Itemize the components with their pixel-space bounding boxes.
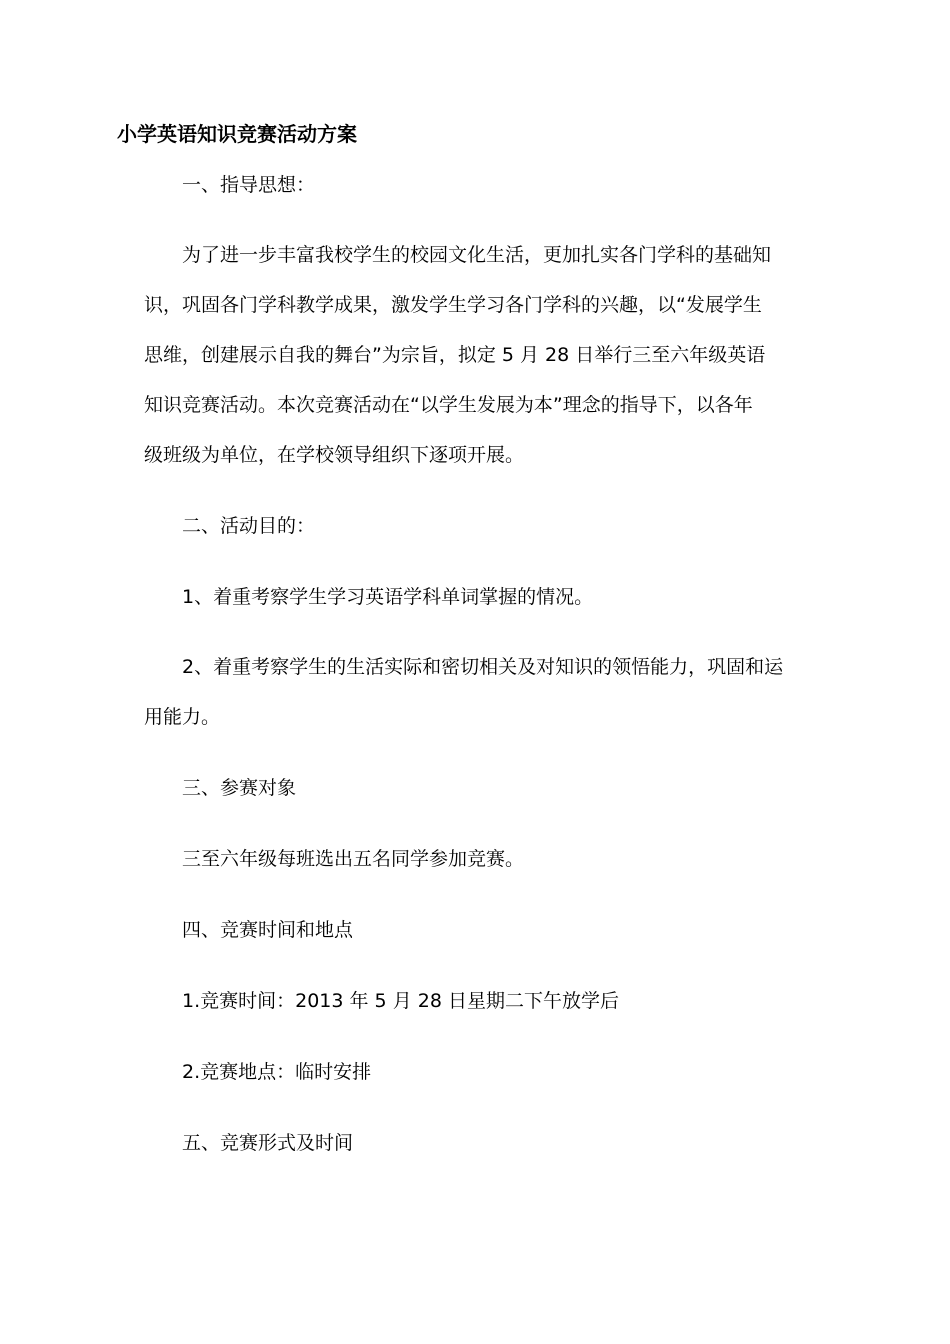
paragraph-line: 知识竞赛活动。本次竞赛活动在“以学生发展为本”理念的指导下，以各年 <box>144 394 753 416</box>
section-heading-participants: 三、参赛对象 <box>182 777 297 799</box>
section-heading-time-place: 四、竞赛时间和地点 <box>182 919 354 941</box>
goal-item-2: 2、着重考察学生的生活实际和密切相关及对知识的领悟能力，巩固和运 <box>182 656 784 678</box>
participants-text: 三至六年级每班选出五名同学参加竞赛。 <box>182 848 525 870</box>
paragraph-line: 级班级为单位，在学校领导组织下逐项开展。 <box>144 444 525 466</box>
paragraph-line: 思维，创建展示自我的舞台”为宗旨，拟定 5 月 28 日举行三至六年级英语 <box>144 344 766 366</box>
competition-time: 1.竞赛时间：2013 年 5 月 28 日星期二下午放学后 <box>182 990 619 1012</box>
section-heading-format-duration: 五、竞赛形式及时间 <box>182 1132 354 1154</box>
paragraph-line: 识，巩固各门学科教学成果，激发学生学习各门学科的兴趣，以“发展学生 <box>144 294 762 316</box>
section-heading-activity-purpose: 二、活动目的： <box>182 515 316 537</box>
goal-item-1: 1、着重考察学生学习英语学科单词掌握的情况。 <box>182 586 594 608</box>
document-title: 小学英语知识竞赛活动方案 <box>117 122 357 146</box>
paragraph-line: 为了进一步丰富我校学生的校园文化生活，更加扎实各门学科的基础知 <box>182 244 772 266</box>
competition-place: 2.竞赛地点：临时安排 <box>182 1061 372 1083</box>
section-heading-guiding-ideology: 一、指导思想： <box>182 174 316 196</box>
goal-item-2-continued: 用能力。 <box>144 706 221 728</box>
